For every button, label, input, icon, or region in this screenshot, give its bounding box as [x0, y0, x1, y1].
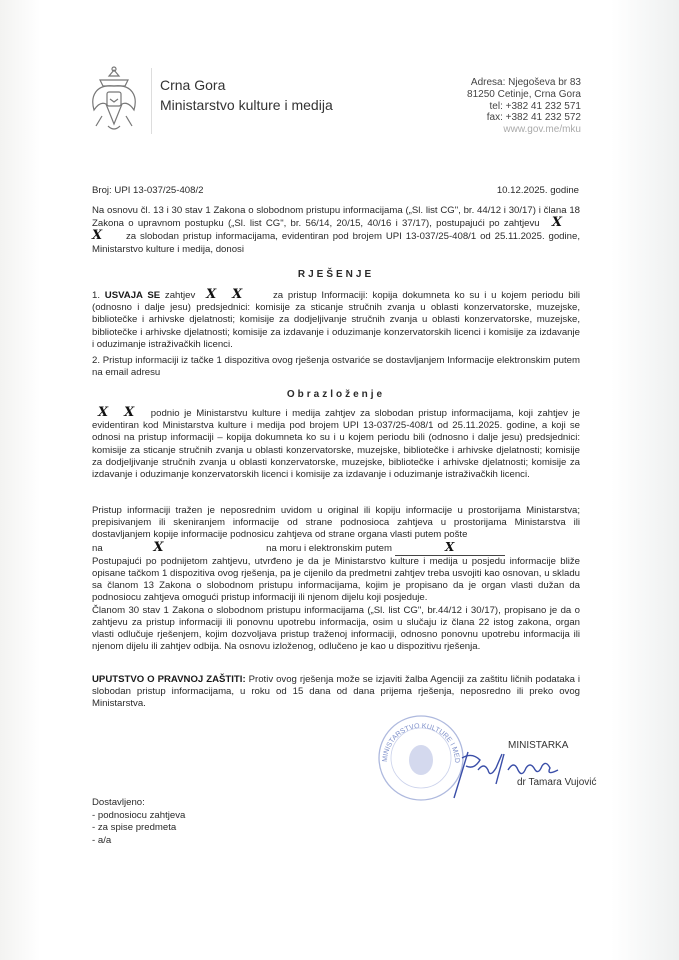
- handwritten-signature: [448, 744, 568, 800]
- legal-remedy: [92, 674, 580, 711]
- reasoning-text: na moru i elektronskim putem: [266, 542, 392, 554]
- redaction-mark: X: [232, 287, 243, 302]
- phone-line: tel: +382 41 232 571: [489, 100, 581, 112]
- reasoning-paragraph-2: [92, 505, 580, 653]
- reasoning-text: Članom 30 stav 1 Zakona o slobodnom pristupu informacijama („Sl. list CG", br.44/12 i 30/17), propisano je da o zahtjevu za pristup informaciji ili ponovnu upotrebu informacija, osim u slučaju iz člana 22 istog zakona, organ vlasti odlučuje rješenjem, kojim dozvoljava pristup traženoj informaciji, odnosno ponovnu upotrebu informacija ili njenom dijelu ili zahtjev odbija. Na osnovu izloženog, odlučeno je kao u dispozitivu rješenja.: [92, 604, 580, 653]
- signatory-title: MINISTARKA: [508, 740, 569, 751]
- address-line: 81250 Cetinje, Crna Gora: [467, 88, 581, 100]
- header-country: Crna Gora: [160, 77, 226, 93]
- redaction-mark: X: [153, 539, 164, 555]
- decision-title: RJEŠENJE: [297, 269, 375, 280]
- redaction-mark: X: [206, 287, 217, 302]
- reasoning-text: na: [92, 542, 103, 554]
- address-line: Adresa: Njegoševa br 83: [470, 77, 581, 88]
- delivered-item: - za spise predmeta: [92, 822, 177, 833]
- decision-item-2: 2. Pristup informaciji iz tačke 1 dispozitiva ovog rješenja ostvariće se dostavljanjem Informacije elektronskim putem na email adresu: [92, 355, 580, 379]
- reasoning-text: podnio je Ministarstvu kulture i medija zahtjev za slobodan pristup informacijama, koji zahtjev je evidentiran kod Ministarstva kulture i medija pod brojem UPI 13-037/25-408/1 od 25.11.2025. godine, a koji se odnosi na pristup informaciji – kopija dokumneta ko su i u kojem periodu bili (odnosno i dalje jesu) predsjednici: komisije za sticanje stručnih zvanja u oblasti konzervatorske, muzejske, bibliotečke i arhivske djelatnosti; komisije za dodjeljivanje stručnih zvanja u oblasti konzervatorske, muzejske, bibliotečke i arhivske djelatnosti; komisije za izdavanje i oduzimanje konzervatorskih licenci i komisije za izdavanje i oduzimanje istraživačkih licenci.: [92, 408, 580, 481]
- delivered-item: - a/a: [92, 834, 112, 846]
- redacted-email-field: [395, 539, 505, 556]
- redaction-mark: X: [92, 228, 103, 244]
- svg-text:MINISTARSTVO KULTURE I MEDIJA: MINISTARSTVO KULTURE I MED: [381, 722, 461, 764]
- reasoning-title: Obrazloženje: [286, 389, 386, 400]
- document-number: Broj: UPI 13-037/25-408/2: [92, 185, 204, 196]
- header-ministry: Ministarstvo kulture i medija: [160, 97, 333, 113]
- legal-remedy-label: UPUTSTVO O PRAVNOJ ZAŠTITI:: [92, 674, 246, 685]
- website-link[interactable]: www.gov.me/mku: [503, 124, 581, 136]
- redaction-mark: X: [444, 539, 455, 554]
- item-number: 1.: [92, 290, 101, 301]
- header-divider: [151, 68, 152, 134]
- decision-text: za pristup Informaciji: kopija dokumneta ko su i u kojem periodu bili (odnosno i dalje jesu) predsjednici: komisije za sticanje stručnih zvanja u oblasti konzervatorske, muzejske, bibliotečke i arhivske djelatnosti; komisije za dodjeljivanje stručnih zvanja u oblasti konzervatorske, muzejske, bibliotečke i arhivske djelatnosti; komisije za izdavanje i oduzimanje konzervatorskih licenci i komisije za izdavanje i oduzimanje istraživačkih licenci.: [92, 290, 581, 350]
- delivered-list: [92, 797, 185, 847]
- decision-item-1: [92, 289, 580, 351]
- delivered-label: Dostavljeno:: [92, 797, 145, 808]
- redaction-mark: X: [551, 215, 562, 231]
- redaction-mark: X: [124, 405, 135, 420]
- redaction-mark: X: [98, 405, 109, 420]
- delivered-item: - podnosiocu zahtjeva: [92, 809, 186, 821]
- reasoning-paragraph-1: [92, 407, 580, 481]
- legal-remedy-text: Protiv ovog rješenja može se izjaviti žalba Agenciji za zaštitu ličnih podataka i slobodan pristup informacijama, u roku od 15 dana od dana prijema rješenja, neposredno ili preko ovog Ministarstva.: [92, 674, 580, 710]
- fax-line: fax: +382 41 232 572: [486, 112, 581, 124]
- coat-of-arms-logo: [86, 66, 142, 134]
- reasoning-text: Postupajući po podnijetom zahtjevu, utvrđeno je da je Ministarstvo kulture i medija u posjedu informacije bliže opisane tačkom 1 dispozitiva ovog rješenja, pa je cijenilo da predmetni zahtjev treba usvojiti kao osnovan, u skladu sa članom 13 Zakona o slobodnom pristupu informacijama, kojim je propisano da je organ vlasti dužan da podnosiocu zahtjeva omogući pristup informaciji ili njenom dijelu koji posjeduje.: [92, 555, 580, 604]
- intro-text: za slobodan pristup informacijama, evidentiran pod brojem UPI 13-037/25-408/1 od 25.11.2025. godine, Ministarstvo kulture i medija, donosi: [92, 231, 580, 255]
- intro-text: Na osnovu čl. 13 i 30 stav 1 Zakona o slobodnom pristupu informacijama („Sl. list CG", br. 44/12 i 30/17) i člana 18 Zakona o upravnom postupku („Sl. list CG", br. 56/14, 20/15, 40/16 i 37/17), postupajući po zahtjevu: [92, 205, 580, 230]
- document-date: 10.12.2025. godine: [496, 185, 579, 196]
- reasoning-text: Pristup informaciji tražen je neposrednim uvidom u original ili kopiju informacije u prostorijama Ministarstva; prepisivanjem ili skeniranjem informacije od strane podnosioca zahtjeva u prostorijama Ministarstva ili dostavljanjem kopije informacije podnosicu zahtjeva od strane organa vlasti putem pošte: [92, 505, 580, 541]
- intro-paragraph: [92, 205, 580, 256]
- decision-verb: USVAJA SE: [104, 290, 161, 301]
- signatory-name: dr Tamara Vujović: [517, 777, 597, 788]
- decision-text: zahtjev: [164, 290, 196, 301]
- header-address: [467, 77, 581, 136]
